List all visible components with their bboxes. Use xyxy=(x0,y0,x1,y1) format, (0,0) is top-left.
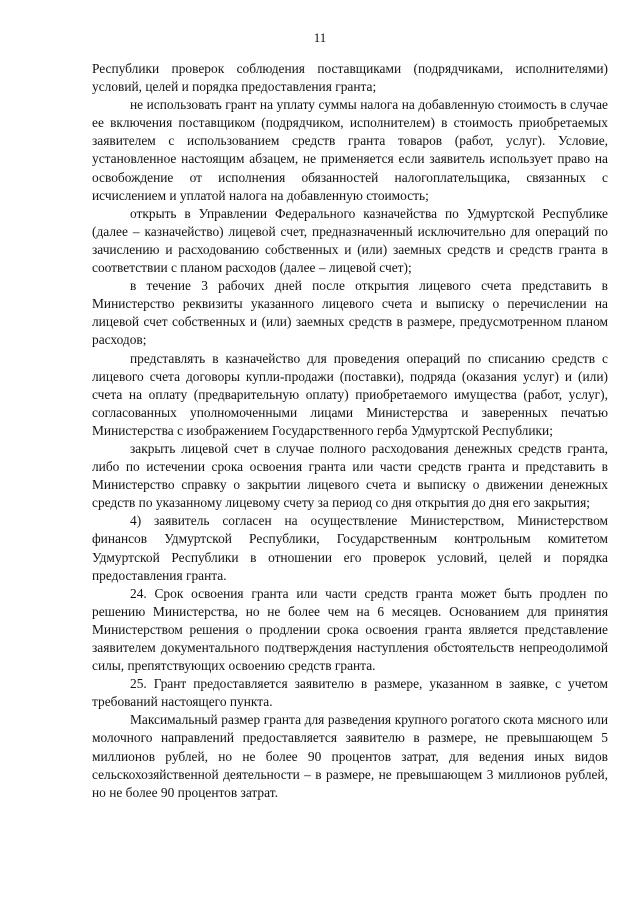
paragraph-open-account: открыть в Управлении Федерального казначейства по Удмуртской Республике (далее – казначейство) лицевой счет, предназначенный исключительно для операций по зачислению и расходованию собственных и (или) заемных средств и средств гранта в соответствии с планом расходов (далее – лицевой счет); xyxy=(92,205,608,276)
paragraph-vat-condition: не использовать грант на уплату суммы налога на добавленную стоимость в случае ее включения поставщиком (подрядчиком, исполнителем) в стоимость приобретаемых заявителем с использованием средств гранта товаров (работ, услуг). Условие, установленное настоящим абзацем, не применяется если заявитель использует право на освобождение от исполнения обязанностей налогоплательщика, связанных с исчислением и уплатой налога на добавленную стоимость; xyxy=(92,97,608,203)
paragraph-max-grant: Максимальный размер гранта для разведения крупного рогатого скота мясного или молочного направлений предоставляется заявителю в размере, не превышающем 5 миллионов рублей, но не более 90 процентов затрат, для ведения иных видов сельскохозяйственной деятельности – в размере, не превышающем 3 миллионов рублей, но не более 90 процентов затрат. xyxy=(92,712,608,800)
paragraph-account-details: в течение 3 рабочих дней после открытия лицевого счета представить в Министерство реквизиты указанного лицевого счета и выписку о перечислении на лицевой счет собственных и (или) заемных средств в размере, предусмотренном планом расходов; xyxy=(92,278,608,348)
document-body xyxy=(92,60,608,802)
paragraph-treasury-documents: представлять в казначейство для проведения операций по списанию средств с лицевого счета договоры купли-продажи (поставки), подряда (оказания услуг) и (или) счета на оплату (предварительную оплату) приобретаемого имущества (работ, услуг), согласованных уполномоченными лицами Министерства и заверенных печатью Министерства с изображением Государственного герба Удмуртской Республики; xyxy=(92,350,608,438)
page-number: 11 xyxy=(313,30,327,45)
paragraph-section-24: 24. Срок освоения гранта или части средств гранта может быть продлен по решению Министерства, но не более чем на 6 месяцев. Основанием для принятия Министерством решения о продлении срока освоения гранта является представление заявителем документального подтверждения наступления обстоятельств непреодолимой силы, препятствующих освоению средств гранта. xyxy=(92,585,608,674)
paragraph-section-25: 25. Грант предоставляется заявителю в размере, указанном в заявке, с учетом требований настоящего пункта. xyxy=(92,676,608,710)
paragraph-item-4: 4) заявитель согласен на осуществление Министерством, Министерством финансов Удмуртской Республики, Государственным контрольным комитетом Удмуртской Республики в отношении его проверок условий, целей и порядка предоставления гранта. xyxy=(92,513,608,583)
paragraph-close-account: закрыть лицевой счет в случае полного расходования денежных средств гранта, либо по истечении срока освоения гранта или части средств гранта и представить в Министерство справку о закрытии лицевого счета и выписку о движении денежных средств по указанному лицевому счету за период со дня открытия до дня его закрытия; xyxy=(92,440,608,511)
paragraph-continuation: Республики проверок соблюдения поставщиками (подрядчиками, исполнителями) условий, целей и порядка предоставления гранта; xyxy=(92,61,608,95)
